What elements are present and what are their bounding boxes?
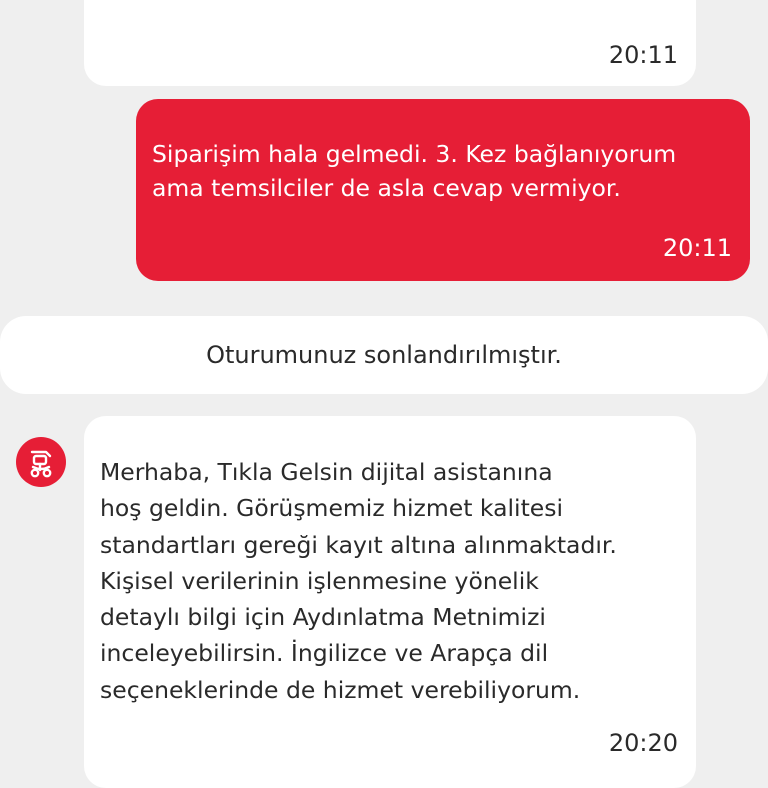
message-line: seçeneklerinde de hizmet verebiliyorum.: [100, 675, 581, 704]
message-line: ama temsilciler de asla cevap vermiyor.: [152, 174, 621, 202]
user-message-bubble: [136, 99, 750, 281]
bot-avatar: [16, 437, 66, 487]
message-line: Siparişim hala gelmedi. 3. Kez bağlanıyorum: [152, 140, 677, 168]
message-line: Merhaba, Tıkla Gelsin dijital asistanına: [100, 458, 553, 486]
bot-message-bubble: [84, 416, 696, 788]
message-text: [100, 454, 617, 708]
message-line: detaylı bilgi için Aydınlatma Metnimizi: [100, 603, 546, 632]
system-message-text: Oturumunuz sonlandırılmıştır.: [206, 341, 562, 369]
agent-message-bubble: [84, 0, 696, 86]
message-time: 20:11: [662, 234, 732, 262]
message-text: [152, 137, 738, 205]
message-text: [100, 0, 573, 4]
message-line: standartları gereği kayıt altına alınmaktadır.: [100, 530, 617, 559]
message-time: 20:11: [608, 41, 678, 69]
message-line: Kişisel verilerinin işlenmesine yönelik: [100, 566, 539, 595]
message-line: hoş geldin. Görüşmemiz hizmet kalitesi: [100, 494, 564, 523]
message-time: 20:20: [608, 729, 678, 757]
courier-scooter-icon: [16, 437, 66, 487]
session-ended-notice: [0, 316, 768, 394]
message-line: inceleyebilirsin. İngilizce ve Arapça dil: [100, 639, 549, 668]
